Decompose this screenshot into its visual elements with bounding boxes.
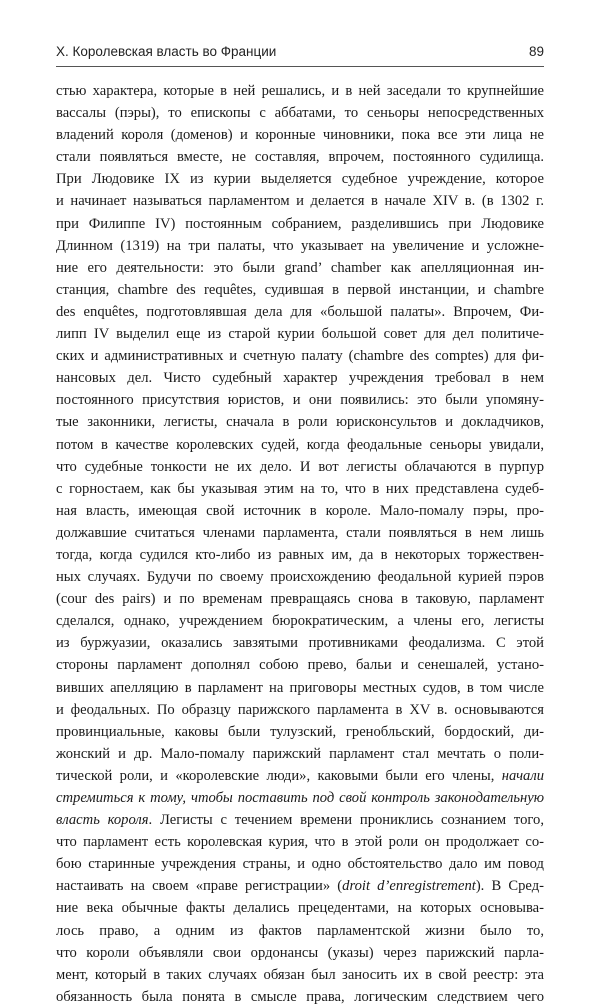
text-line: тогда, когда судился кто-либо из равных им, да в некоторых торжествен- bbox=[56, 546, 544, 563]
italic-text: стремиться к тому, чтобы поставить под свой контроль законодательную bbox=[56, 790, 544, 806]
italic-text: власть короля bbox=[56, 812, 149, 829]
text-line: что парламент есть королевская курия, что в этой роли он продолжает со- bbox=[56, 834, 544, 851]
text-line: тые законники, легисты, сначала в роли юрисконсультов и докладчиков, bbox=[56, 414, 544, 431]
text-line: ние века обычные факты делались прецедентами, на которых основыва- bbox=[56, 900, 544, 917]
text-line: власть короля. Легисты с течением времени прониклись сознанием того, bbox=[56, 812, 544, 829]
text-line: (cour des pairs) и по временам превращаясь снова в таковую, парламент bbox=[56, 591, 544, 608]
text-line: и феодальных. По образцу парижского парламента в XV в. основываются bbox=[56, 701, 544, 718]
text-line: нансовых дел. Чисто судебный характер учреждения требовал в нем bbox=[56, 370, 544, 387]
text-line: Длинном (1319) на три палаты, что указывает на увеличение и усложне- bbox=[56, 237, 544, 254]
text-line: ных случаях. Будучи по своему происхождению феодальной курией пэров bbox=[56, 569, 544, 586]
text-line: бою старинные учреждения страны, и одно обстоятельство дало им повод bbox=[56, 856, 544, 873]
text-line: настаивать на своем «праве регистрации» (droit d’enregistrement). В Сред- bbox=[56, 878, 544, 895]
text-line: ских и административных и счетную палату (chambre des comptes) для фи- bbox=[56, 348, 544, 365]
header-rule bbox=[56, 66, 544, 67]
text-line: лось право, а одним из фактов парламентской жизни было то, bbox=[56, 922, 544, 939]
text-line: должавшие считаться членами парламента, стали появляться в нем лишь bbox=[56, 524, 544, 541]
text-line: провинциальные, каковы были тулузский, гренобльский, бордоский, ди- bbox=[56, 723, 544, 740]
text-line: что судебные тонкости не их дело. И вот легисты облачаются в пурпур bbox=[56, 458, 544, 475]
text-line: сделался, однако, учреждением бюрократическим, а члены его, легисты bbox=[56, 613, 544, 630]
text-line bbox=[56, 787, 544, 809]
running-head bbox=[56, 44, 544, 66]
text-line: из буржуазии, оказались завзятыми противниками феодализма. С этой bbox=[56, 635, 544, 652]
running-title: X. Королевская власть во Франции bbox=[56, 44, 277, 59]
text-line: вивших апелляцию в парламент на приговоры местных судов, в том числе bbox=[56, 679, 544, 696]
text-line: ние его деятельности: это были grand’ chamber как апелляционная ин- bbox=[56, 259, 544, 276]
text-line: тической роли, и «королевские люди», каковыми были его члены, начали bbox=[56, 767, 544, 784]
text-line: владений короля (доменов) и коронные чиновники, пока все эти лица не bbox=[56, 127, 544, 144]
text-line: с горностаем, как бы указывая этим на то, что в них представлена судеб- bbox=[56, 480, 544, 497]
text-line: что короли объявляли свои ордонансы (указы) через парижский парла- bbox=[56, 944, 544, 961]
text-line: потом в качестве королевских судей, когда феодальные сеньоры увидали, bbox=[56, 436, 544, 453]
text-line: При Людовике IX из курии выделяется судебное учреждение, которое bbox=[56, 171, 544, 188]
text-line: des enquêtes, подготовлявшая дела для «большой палаты». Впрочем, Фи- bbox=[56, 303, 544, 320]
text-line: и начинает называться парламентом и делается в начале XIV в. (в 1302 г. bbox=[56, 193, 544, 210]
text-line: постоянного присутствия юристов, и они появились: это были упомяну- bbox=[56, 392, 544, 409]
italic-text: начали bbox=[501, 767, 544, 784]
text-line: обязанность была понята в смысле права, логическим следствием чего bbox=[56, 988, 544, 1005]
page-number: 89 bbox=[528, 44, 544, 59]
text-line: мент, который в таких случаях обязан был заносить их в свой реестр: эта bbox=[56, 966, 544, 983]
text-line: вассалы (пэры), то епископы с аббатами, то сеньоры непосредственных bbox=[56, 105, 544, 122]
text-line: стали появляться вместе, не составляя, впрочем, постоянного судилища. bbox=[56, 149, 544, 166]
text-line: стороны парламент дополнял собою прево, бальи и сенешалей, устано- bbox=[56, 657, 544, 674]
text-line: станция, chambre des requêtes, судившая в первой инстанции, и chambre bbox=[56, 281, 544, 298]
text-line: ная власть, имеющая свой источник в короле. Мало-помалу пэры, про- bbox=[56, 502, 544, 519]
body-text bbox=[56, 80, 544, 1008]
italic-text: droit d’enregistrement bbox=[342, 878, 476, 895]
text-line: при Филиппе IV) постоянным собранием, разделившись при Людовике bbox=[56, 215, 544, 232]
text-line: жонский и др. Мало-помалу парижский парламент стал мечтать о поли- bbox=[56, 745, 544, 762]
text-line: стью характера, которые в ней решались, и в ней заседали то крупнейшие bbox=[56, 83, 544, 99]
text-line: липп IV выделил еще из старой курии большой совет для дел политиче- bbox=[56, 326, 544, 343]
